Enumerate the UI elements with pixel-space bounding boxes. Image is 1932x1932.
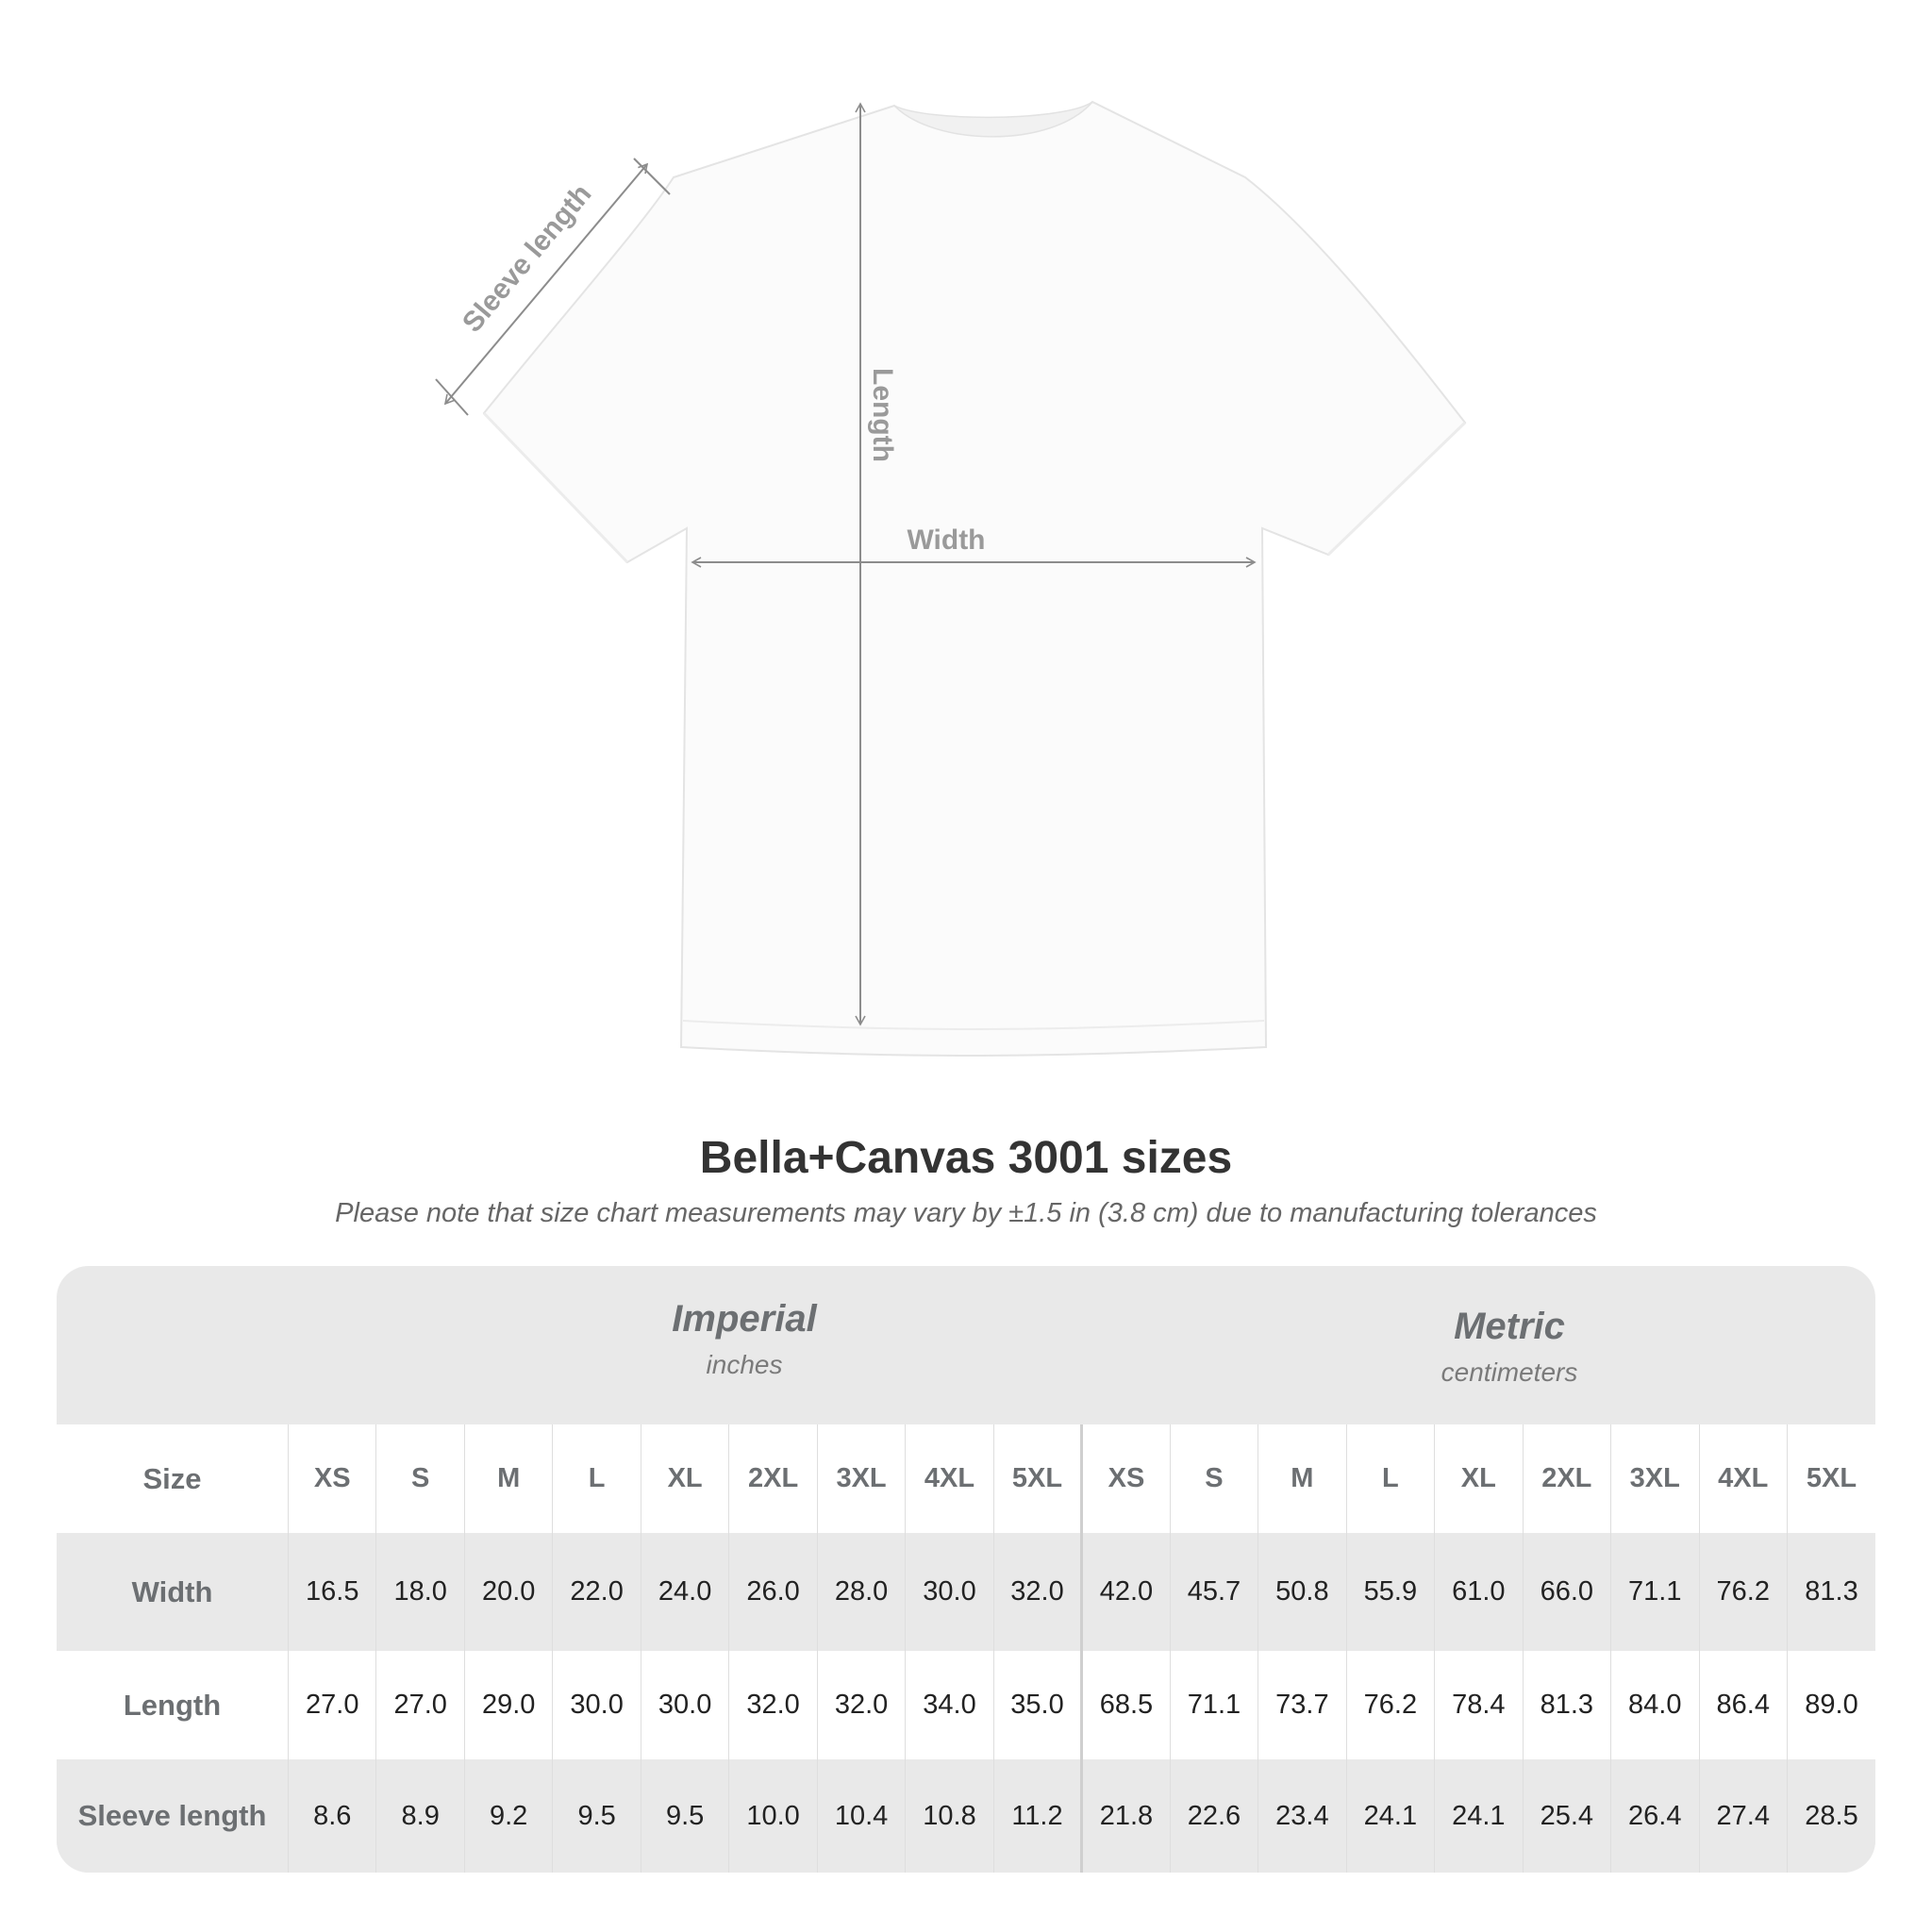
value-cell: 9.5 — [641, 1759, 728, 1873]
value-cell: 76.2 — [1699, 1533, 1787, 1651]
size-cell: 3XL — [817, 1424, 905, 1533]
value-cell: 42.0 — [1082, 1533, 1170, 1651]
size-header-label: Size — [57, 1424, 289, 1533]
value-cell: 30.0 — [553, 1651, 641, 1759]
imperial-unit: inches — [706, 1350, 783, 1379]
metric-unit: centimeters — [1441, 1357, 1578, 1387]
value-cell: 10.8 — [906, 1759, 993, 1873]
value-cell: 22.6 — [1170, 1759, 1257, 1873]
value-cell: 81.3 — [1523, 1651, 1610, 1759]
value-cell: 18.0 — [376, 1533, 464, 1651]
size-cell: L — [1346, 1424, 1434, 1533]
size-cell: M — [464, 1424, 552, 1533]
value-cell: 23.4 — [1258, 1759, 1346, 1873]
value-cell: 9.5 — [553, 1759, 641, 1873]
value-cell: 27.4 — [1699, 1759, 1787, 1873]
width-label: Width — [907, 525, 986, 556]
row-label: Length — [57, 1651, 289, 1759]
value-cell: 45.7 — [1170, 1533, 1257, 1651]
value-cell: 86.4 — [1699, 1651, 1787, 1759]
value-cell: 66.0 — [1523, 1533, 1610, 1651]
size-cell: M — [1258, 1424, 1346, 1533]
table-row-width — [57, 1533, 1875, 1651]
size-table — [57, 1424, 1875, 1873]
value-cell: 50.8 — [1258, 1533, 1346, 1651]
value-cell: 9.2 — [464, 1759, 552, 1873]
value-cell: 24.0 — [641, 1533, 728, 1651]
value-cell: 30.0 — [906, 1533, 993, 1651]
tshirt-shape — [484, 102, 1465, 1056]
chart-title: Bella+Canvas 3001 sizes — [699, 1133, 1233, 1183]
size-cell: 2XL — [1523, 1424, 1610, 1533]
value-cell: 8.6 — [289, 1759, 376, 1873]
value-cell: 16.5 — [289, 1533, 376, 1651]
value-cell: 27.0 — [376, 1651, 464, 1759]
size-cell: XS — [1082, 1424, 1170, 1533]
value-cell: 71.1 — [1611, 1533, 1699, 1651]
value-cell: 28.0 — [817, 1533, 905, 1651]
row-label: Width — [57, 1533, 289, 1651]
value-cell: 84.0 — [1611, 1651, 1699, 1759]
value-cell: 81.3 — [1787, 1533, 1875, 1651]
sleeve-tick-top — [634, 158, 670, 194]
size-header-row — [57, 1424, 1875, 1533]
value-cell: 32.0 — [993, 1533, 1081, 1651]
value-cell: 55.9 — [1346, 1533, 1434, 1651]
value-cell: 73.7 — [1258, 1651, 1346, 1759]
value-cell: 8.9 — [376, 1759, 464, 1873]
size-cell: 3XL — [1611, 1424, 1699, 1533]
size-cell: 4XL — [1699, 1424, 1787, 1533]
value-cell: 24.1 — [1435, 1759, 1523, 1873]
row-label: Sleeve length — [57, 1759, 289, 1873]
value-cell: 68.5 — [1082, 1651, 1170, 1759]
value-cell: 26.0 — [729, 1533, 817, 1651]
value-cell: 25.4 — [1523, 1759, 1610, 1873]
sleeve-length-label: Sleeve length — [456, 178, 598, 339]
size-cell: S — [376, 1424, 464, 1533]
value-cell: 28.5 — [1787, 1759, 1875, 1873]
length-label: Length — [867, 368, 898, 462]
size-cell: XL — [641, 1424, 728, 1533]
size-cell: 5XL — [993, 1424, 1081, 1533]
value-cell: 32.0 — [729, 1651, 817, 1759]
size-table-card — [57, 1266, 1875, 1873]
value-cell: 78.4 — [1435, 1651, 1523, 1759]
table-row-length — [57, 1651, 1875, 1759]
value-cell: 26.4 — [1611, 1759, 1699, 1873]
size-cell: XS — [289, 1424, 376, 1533]
value-cell: 22.0 — [553, 1533, 641, 1651]
value-cell: 10.0 — [729, 1759, 817, 1873]
value-cell: 10.4 — [817, 1759, 905, 1873]
value-cell: 71.1 — [1170, 1651, 1257, 1759]
value-cell: 61.0 — [1435, 1533, 1523, 1651]
value-cell: 21.8 — [1082, 1759, 1170, 1873]
size-cell: L — [553, 1424, 641, 1533]
value-cell: 35.0 — [993, 1651, 1081, 1759]
value-cell: 76.2 — [1346, 1651, 1434, 1759]
value-cell: 32.0 — [817, 1651, 905, 1759]
metric-header — [1143, 1306, 1875, 1388]
size-cell: XL — [1435, 1424, 1523, 1533]
value-cell: 20.0 — [464, 1533, 552, 1651]
table-row-sleeve-length — [57, 1759, 1875, 1873]
tolerance-note: Please note that size chart measurements may vary by ±1.5 in (3.8 cm) due to manufacturing tolerances — [335, 1198, 1597, 1228]
value-cell: 89.0 — [1787, 1651, 1875, 1759]
size-cell: S — [1170, 1424, 1257, 1533]
metric-title: Metric — [1454, 1306, 1565, 1347]
value-cell: 11.2 — [993, 1759, 1081, 1873]
imperial-title: Imperial — [672, 1298, 817, 1340]
value-cell: 27.0 — [289, 1651, 376, 1759]
value-cell: 34.0 — [906, 1651, 993, 1759]
imperial-header — [345, 1298, 1143, 1380]
size-cell: 5XL — [1787, 1424, 1875, 1533]
size-cell: 2XL — [729, 1424, 817, 1533]
size-cell: 4XL — [906, 1424, 993, 1533]
value-cell: 29.0 — [464, 1651, 552, 1759]
value-cell: 24.1 — [1346, 1759, 1434, 1873]
sleeve-tick-bottom — [436, 379, 468, 415]
value-cell: 30.0 — [641, 1651, 728, 1759]
